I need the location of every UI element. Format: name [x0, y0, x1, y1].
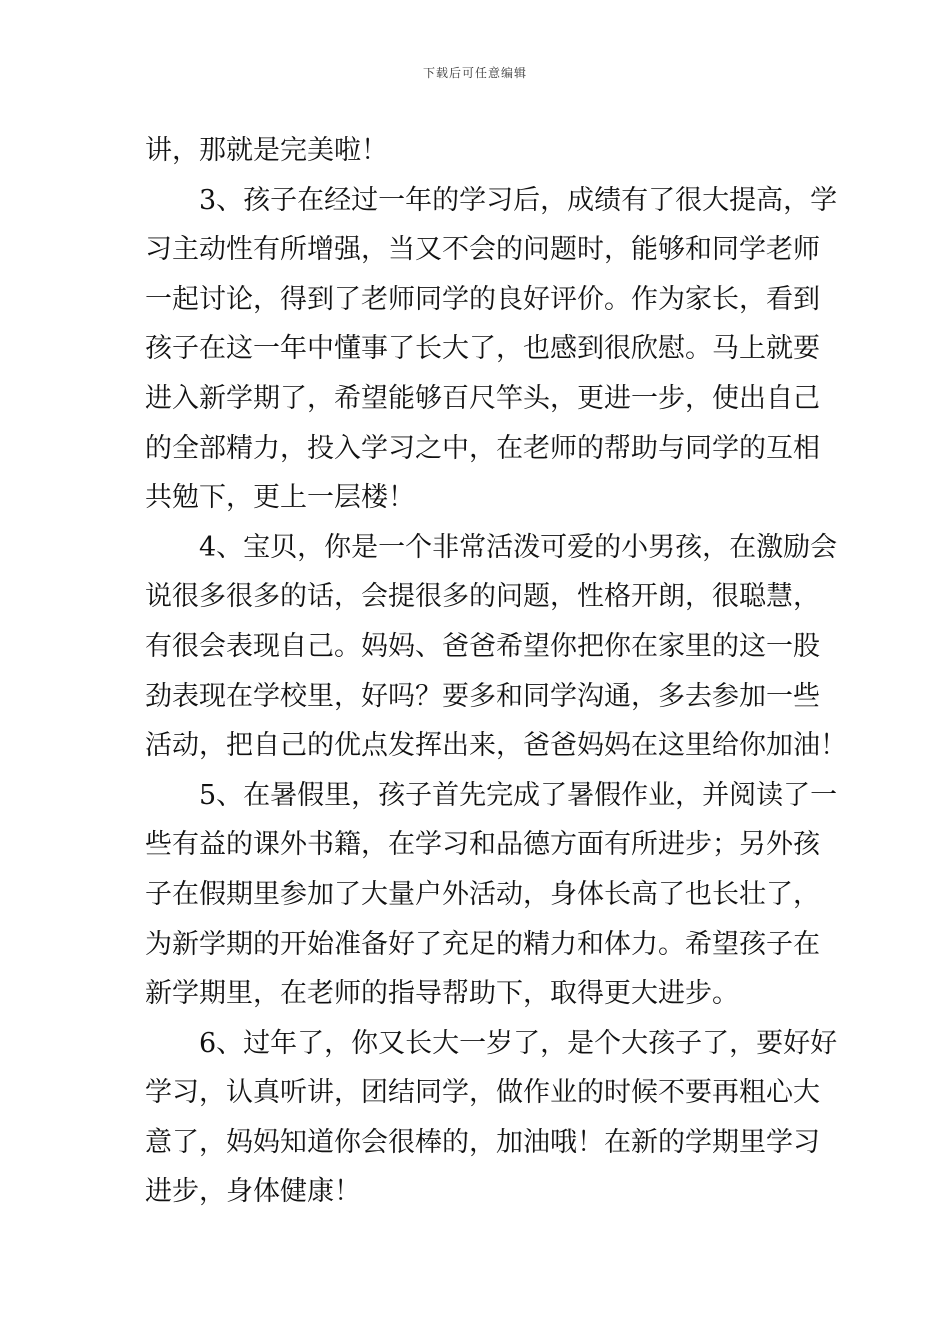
text-line: 学习，认真听讲，团结同学，做作业的时候不要再粗心大: [145, 1077, 820, 1109]
text-line: 讲，那就是完美啦！: [145, 135, 388, 166]
text-line: 孩子在这一年中懂事了长大了，也感到很欣慰。马上就要: [145, 333, 820, 365]
text-line: 进入新学期了，希望能够百尺竿头，更进一步，使出自己: [145, 382, 820, 414]
text-line: 说很多很多的话，会提很多的问题，性格开朗，很聪慧，: [145, 581, 820, 613]
text-line: 活动，把自己的优点发挥出来，爸爸妈妈在这里给你加油！: [145, 730, 847, 762]
page-header: 下载后可任意编辑: [422, 66, 527, 80]
text-line: 子在假期里参加了大量户外活动，身体长高了也长壮了，: [145, 878, 820, 910]
text-line: 3、孩子在经过一年的学习后，成绩有了很大提高，学: [145, 184, 838, 216]
text-line: 4、宝贝，你是一个非常活泼可爱的小男孩，在激励会: [145, 531, 838, 563]
text-line: 习主动性有所增强，当又不会的问题时，能够和同学老师: [145, 234, 820, 266]
text-line: 劲表现在学校里，好吗？要多和同学沟通，多去参加一些: [145, 680, 820, 712]
text-line: 些有益的课外书籍，在学习和品德方面有所进步；另外孩: [145, 829, 820, 861]
text-line: 意了，妈妈知道你会很棒的，加油哦！在新的学期里学习: [145, 1126, 820, 1158]
text-line: 为新学期的开始准备好了充足的精力和体力。希望孩子在: [145, 928, 820, 960]
text-line: 5、在暑假里，孩子首先完成了暑假作业，并阅读了一: [145, 779, 838, 811]
text-line: 进步，身体健康！: [145, 1176, 361, 1208]
text-line: 新学期里，在老师的指导帮助下，取得更大进步。: [145, 978, 739, 1010]
text-line: 一起讨论，得到了老师同学的良好评价。作为家长，看到: [145, 283, 820, 315]
text-line: 的全部精力，投入学习之中，在老师的帮助与同学的互相: [145, 432, 820, 464]
text-line: 共勉下，更上一层楼！: [145, 482, 415, 514]
document-body: [145, 126, 847, 1217]
text-line: 有很会表现自己。妈妈、爸爸希望你把你在家里的这一股: [145, 630, 820, 662]
text-line: 6、过年了，你又长大一岁了，是个大孩子了，要好好: [145, 1027, 838, 1059]
